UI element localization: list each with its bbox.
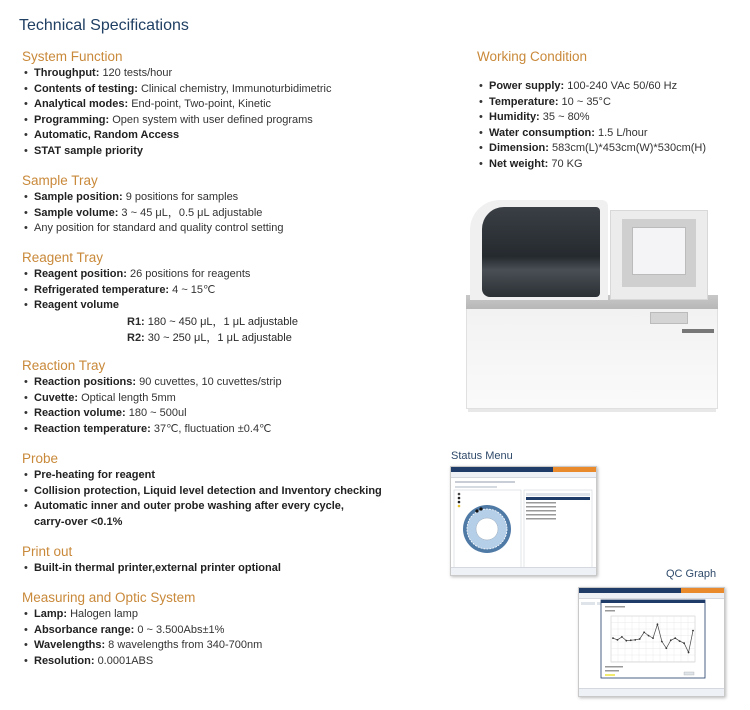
analyzer-model-label xyxy=(682,329,714,333)
analyzer-touchscreen xyxy=(632,227,686,275)
spec-item: • Built-in thermal printer,external printer optional xyxy=(22,561,281,577)
spec-item: • Any position for standard and quality control setting xyxy=(22,221,283,237)
spec-item: • Analytical modes: End-point, Two-point, Kinetic xyxy=(22,97,331,113)
section-heading: Sample Tray xyxy=(22,173,98,188)
page-title: Technical Specifications xyxy=(19,17,189,34)
spec-item: • Throughput: 120 tests/hour xyxy=(22,66,331,82)
spec-item: • Automatic, Random Access xyxy=(22,128,331,144)
spec-item: • Humidity: 35 ~ 80% xyxy=(477,110,706,126)
section-heading: Reagent Tray xyxy=(22,250,104,265)
spec-item: • Resolution: 0.0001ABS xyxy=(22,654,262,670)
spec-item: • Reaction volume: 180 ~ 500ul xyxy=(22,406,282,422)
section-heading: Working Condition xyxy=(477,49,588,64)
analyzer-printer-slot xyxy=(650,312,688,324)
section-heading: Measuring and Optic System xyxy=(22,590,196,605)
spec-item: • STAT sample priority xyxy=(22,144,331,160)
section-reagent-tray xyxy=(22,250,298,346)
section-sample-tray xyxy=(22,173,283,237)
analyzer-lid xyxy=(482,207,600,297)
status-menu-screenshot xyxy=(450,466,597,576)
section-heading: Probe xyxy=(22,451,59,466)
section-heading: Print out xyxy=(22,544,73,559)
spec-item: • Net weight: 70 KG xyxy=(477,157,706,173)
spec-item: • Lamp: Halogen lamp xyxy=(22,607,262,623)
spec-item: • Absorbance range: 0 ~ 3.500Abs±1% xyxy=(22,623,262,639)
spec-item: • Contents of testing: Clinical chemistry, Immunoturbidimetric xyxy=(22,82,331,98)
spec-item: • Automatic inner and outer probe washing after every cycle, xyxy=(22,499,382,515)
spec-item-continuation: carry-over <0.1% xyxy=(34,515,123,528)
spec-item: • Sample volume: 3 ~ 45 μL，0.5 μL adjustable xyxy=(22,206,283,222)
qc-graph-screenshot xyxy=(578,587,725,697)
spec-subitem: R2: 30 ~ 250 μL，1 μL adjustable xyxy=(127,331,292,344)
qc-graph-caption: QC Graph xyxy=(666,568,717,580)
spec-item: • Reagent position: 26 positions for reagents xyxy=(22,267,298,283)
section-print-out xyxy=(22,544,281,577)
spec-item: • Water consumption: 1.5 L/hour xyxy=(477,126,706,142)
spec-item: • Sample position: 9 positions for samples xyxy=(22,190,283,206)
status-menu-content xyxy=(451,467,596,575)
spec-item: • Cuvette: Optical length 5mm xyxy=(22,391,282,407)
spec-item: • Temperature: 10 ~ 35°C xyxy=(477,95,706,111)
section-heading: Reaction Tray xyxy=(22,358,106,373)
spec-item: • Pre-heating for reagent xyxy=(22,468,382,484)
spec-subitem: R1: 180 ~ 450 μL，1 μL adjustable xyxy=(127,315,298,328)
spec-item: • Programming: Open system with user defined programs xyxy=(22,113,331,129)
status-menu-caption: Status Menu xyxy=(451,450,513,462)
section-probe xyxy=(22,451,382,530)
spec-item: • Wavelengths: 8 wavelengths from 340-700nm xyxy=(22,638,262,654)
section-system-function xyxy=(22,49,331,160)
qc-graph-content xyxy=(579,588,724,696)
spec-item: • Power supply: 100-240 VAc 50/60 Hz xyxy=(477,79,706,95)
spec-item: • Refrigerated temperature: 4 ~ 15℃ xyxy=(22,283,298,299)
spec-item: • Reaction temperature: 37℃, fluctuation ±0.4℃ xyxy=(22,422,282,438)
spec-item: • Collision protection, Liquid level detection and Inventory checking xyxy=(22,484,382,500)
section-optic-system xyxy=(22,590,262,669)
spec-item: • Dimension: 583cm(L)*453cm(W)*530cm(H) xyxy=(477,141,706,157)
section-working-condition xyxy=(477,49,706,173)
analyzer-product-image xyxy=(460,195,722,413)
section-reaction-tray xyxy=(22,358,282,437)
section-heading: System Function xyxy=(22,49,123,64)
spec-item: • Reaction positions: 90 cuvettes, 10 cuvettes/strip xyxy=(22,375,282,391)
spec-item: • Reagent volume xyxy=(22,298,298,314)
